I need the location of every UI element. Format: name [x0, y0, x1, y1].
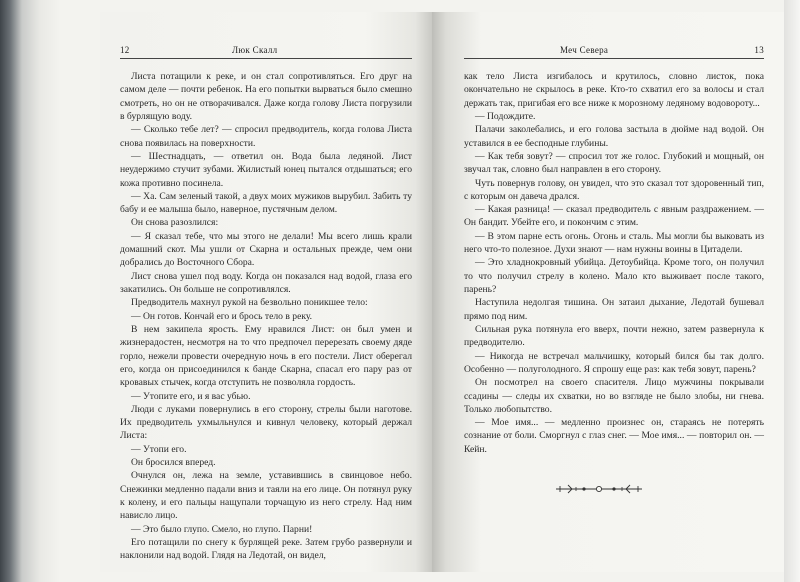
paragraph: — Сколько тебе лет? — спросил предводитель, когда голова Листа снова появилась на поверхности.	[120, 124, 412, 149]
paragraph: — Я сказал тебе, что мы этого не делали! Мы всего лишь крали домашний скот. Мы ушли от Скарна и остальных прежде, чем они добрались до Восточного Сбора.	[120, 230, 412, 269]
paragraph: — Шестнадцать, — ответил он. Вода была ледяной. Лист неудержимо стучит зубами. Жилистый юнец пытался отдышаться; его кожа противно посинела.	[120, 150, 412, 189]
right-scan-edge	[784, 0, 800, 582]
paragraph: Наступила недолгая тишина. Он затаил дыхание, Ледотай бушевал прямо под ним.	[464, 297, 764, 322]
left-page	[100, 12, 432, 572]
paragraph: Он посмотрел на своего спасителя. Лицо мужчины покрывали ссадины — следы их схватки, но во взгляде не было злобы, ни гнева. Только любопытство.	[464, 377, 764, 415]
paragraph: Сильная рука потянула его вверх, почти нежно, затем развернула к предводителю.	[464, 323, 764, 349]
left-running-head-title: Люк Скалл	[232, 45, 278, 55]
paragraph: Люди с луками повернулись в его сторону, стрелы были наготове. Их предводитель ухмыльнулся и кивнул человеку, который держал Листа:	[120, 403, 412, 442]
paragraph: Лист снова ушел под воду. Когда он показался над водой, глаза его закатились. Он больше не сопротивлялся.	[120, 270, 412, 295]
paragraph: — Как тебя зовут? — спросил тот же голос. Глубокий и мощный, он звучал так, словно был направлен в его сторону.	[464, 150, 764, 176]
paragraph: В нем закипела ярость. Ему нравился Лист: он был умен и жизнерадостен, несмотря на то что предпочел перерезать своему дяде горло, нежели провести очередную ночь в его постели. Лист оберегал его, когда он присоединился к банде Скарна, спасал его пару раз от кровавых стычек, когда отступить не позволяла гордость.	[120, 323, 412, 389]
paragraph: — Ха. Сам зеленый такой, а двух моих мужиков вырубил. Забить ту бабу и ее малыша было, наверное, пустячным делом.	[120, 190, 412, 216]
paragraph: Его потащили по снегу к бурлящей реке. Затем грубо развернули и наклонили над водой. Глядя на Ледотай, он видел,	[120, 536, 412, 562]
left-page-text	[120, 70, 412, 563]
paragraph: — Мое имя... — медленно произнес он, стараясь не потерять сознание от боли. Сморгнул с глаз снег. — Мое имя... — повторил он. — Кейн.	[464, 417, 764, 455]
right-page-text	[464, 70, 764, 456]
paragraph: — Он готов. Кончай его и брось тело в реку.	[131, 310, 313, 322]
paragraph: Очнулся он, лежа на земле, уставившись в свинцовое небо. Снежинки медленно падали вниз и таяли на его лице. Он потянул руку к колену, и его пальцы нащупали торчащую из него стрелу. Над ним нависло лицо.	[120, 470, 412, 522]
paragraph: — В этом парне есть огонь. Огонь и сталь. Мы могли бы выковать из него что-то полезное. Духи знают — нам нужны воины в Цитадели.	[464, 230, 764, 256]
paragraph: Предводитель махнул рукой на безвольно поникшее тело:	[131, 297, 368, 309]
right-page-number: 13	[754, 45, 764, 55]
paragraph: — Это хладнокровный убийца. Детоубийца. Кроме того, он получил то что получил стрелу в колено. Мало кто выживает после такого, парень?	[464, 257, 764, 295]
left-page-number: 12	[120, 45, 130, 55]
right-page	[432, 12, 784, 572]
right-running-head-title: Меч Севера	[560, 45, 609, 55]
paragraph: Листа потащили к реке, и он стал сопротивляться. Его друг на самом деле — почти ребенок. На его попытки вырваться было смешно смотреть, но он не отворачивался. Даже когда голову Листа погрузили в бурлящую воду.	[120, 71, 412, 122]
right-running-head	[464, 45, 764, 59]
paragraph: как тело Листа изгибалось и крутилось, словно листок, пока окончательно не скрылось в реке. Кто-то схватил его за волосы и стал держать так, пригибая его все ниже к морозному ледяному водовороту...	[464, 71, 764, 109]
paragraph: — Утопи его.	[131, 443, 187, 455]
paragraph: — Никогда не встречал мальчишку, который бился бы так долго. Особенно — полуголодного. Я спрошу еще раз: как тебя зовут, парень?	[464, 350, 764, 375]
left-running-head	[120, 45, 412, 59]
paragraph: — Утопите его, и я вас убью.	[131, 390, 251, 402]
paragraph: — Это было глупо. Смело, но глупо. Парни!	[131, 523, 313, 535]
paragraph: Палачи заколебались, и его голова застыла в дюйме над водой. Он уставился в ее бесподные глубины.	[464, 124, 764, 149]
paragraph: Он снова разозлился:	[131, 217, 219, 229]
paragraph: — Какая разница! — сказал предводитель с явным раздражением. — Он бандит. Убейте его, и покончим с этим.	[464, 204, 764, 229]
ornamental-divider-icon	[554, 482, 644, 496]
paragraph: — Подождите.	[475, 110, 536, 122]
paragraph: Чуть повернув голову, он увидел, что это сказал тот здоровенный тип, с которым он давеча дрался.	[464, 177, 764, 202]
paragraph: Он бросился вперед.	[131, 457, 216, 469]
